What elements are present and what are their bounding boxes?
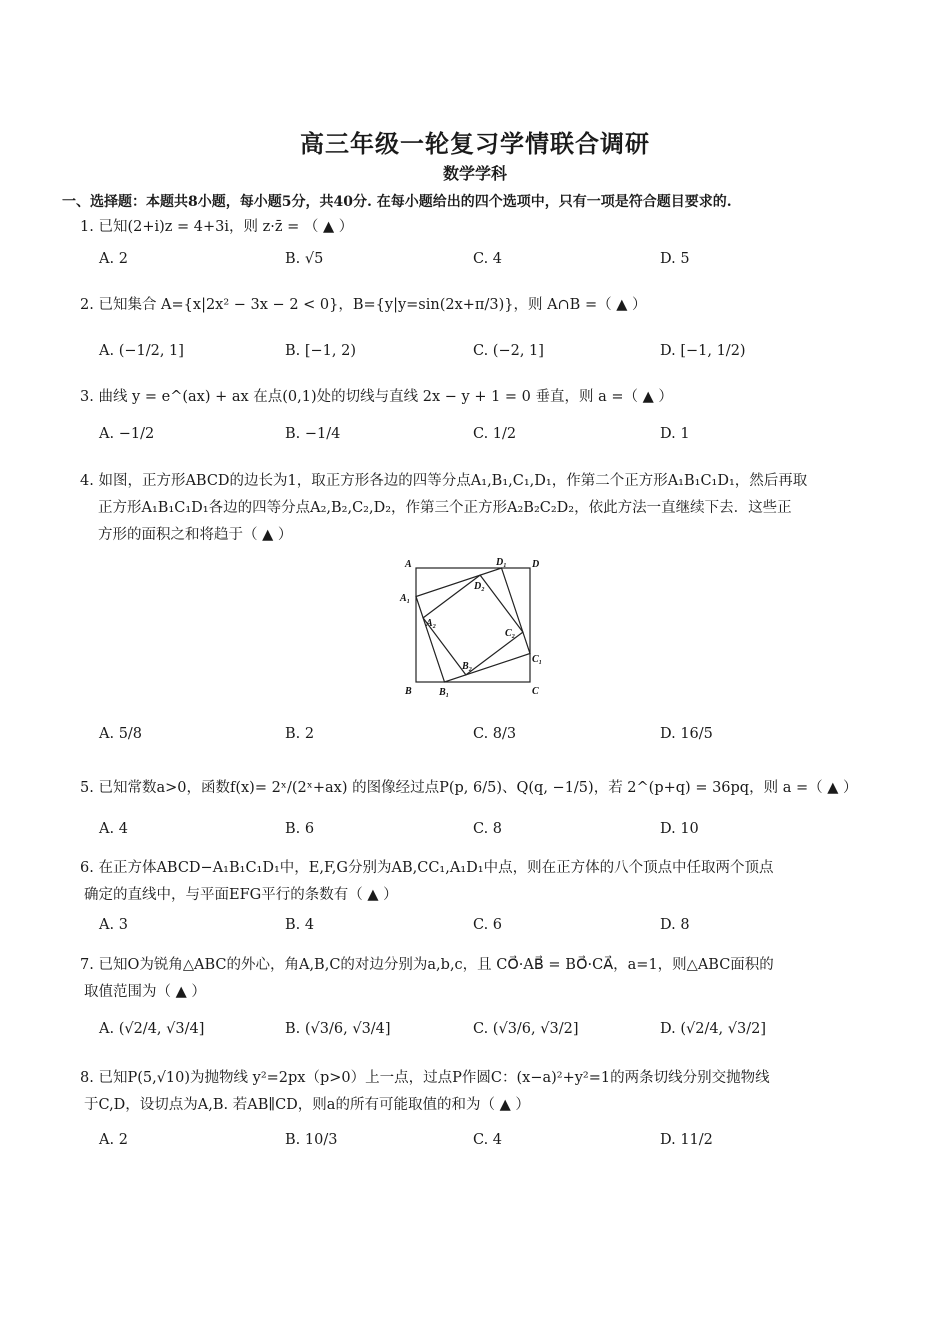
label-c2: C₂ [505, 628, 516, 639]
question-1 [80, 214, 890, 241]
option-d: D. 8 [660, 917, 690, 933]
question-4 [80, 468, 890, 549]
option-b: B. 10/3 [285, 1132, 338, 1148]
option-a: A. (−1/2, 1] [99, 343, 184, 359]
option-d: D. 10 [660, 821, 699, 837]
question-6 [80, 855, 890, 909]
option-b: B. (√3/6, √3/4] [285, 1021, 391, 1037]
options-3 [99, 416, 889, 452]
option-d: D. 1 [660, 426, 690, 442]
options-5 [99, 811, 889, 847]
label-c: C [532, 686, 539, 697]
question-stem-line: 方形的面积之和将趋于（ ▲ ） [98, 527, 293, 543]
option-c: C. 1/2 [473, 426, 517, 442]
option-d: D. 11/2 [660, 1132, 713, 1148]
question-stem-line: 4. 如图，正方形ABCD的边长为1，取正方形各边的四等分点A₁,B₁,C₁,D₁，作第二个正方形A₁B₁C₁D₁，然后再取 [80, 473, 808, 489]
question-stem-line: 2. 已知集合 A={x|2x² − 3x − 2 < 0}，B={y|y=sin(2x+π/3)}，则 A∩B =（ ▲ ） [80, 297, 647, 313]
page-subtitle: 数学学科 [442, 164, 507, 183]
option-c: C. 8/3 [473, 726, 517, 742]
question-8 [80, 1065, 890, 1119]
option-c: C. (−2, 1] [473, 343, 544, 359]
question-7 [80, 952, 890, 1006]
nested-squares-figure [398, 556, 548, 701]
option-c: C. 4 [473, 1132, 503, 1148]
label-d: D [532, 559, 540, 570]
question-stem-line: 于C,D，设切点为A,B. 若AB∥CD，则a的所有可能取值的和为（ ▲ ） [84, 1097, 530, 1113]
label-a: A [405, 559, 412, 570]
question-stem-line: 1. 已知(2+i)z = 4+3i，则 z·z̄ = （ ▲ ） [80, 219, 354, 235]
option-a: A. 4 [99, 821, 128, 837]
question-5 [80, 775, 890, 802]
options-4 [99, 716, 889, 752]
label-a1: A₁ [400, 593, 411, 604]
option-b: B. 4 [285, 917, 315, 933]
label-b1: B₁ [439, 687, 450, 698]
option-d: D. [−1, 1/2) [660, 343, 746, 359]
label-b2: B₂ [462, 661, 473, 672]
label-d2: D₂ [474, 581, 485, 592]
option-b: B. 6 [285, 821, 315, 837]
option-c: C. 6 [473, 917, 503, 933]
options-1 [99, 241, 889, 277]
question-stem-line: 7. 已知O为锐角△ABC的外心，角A,B,C的对边分别为a,b,c，且 CO⃗·AB⃗ = BO⃗·CA⃗，a=1，则△ABC面积的 [80, 957, 774, 973]
question-stem-line: 6. 在正方体ABCD−A₁B₁C₁D₁中，E,F,G分别为AB,CC₁,A₁D₁中点，则在正方体的八个顶点中任取两个顶点 [80, 860, 774, 876]
option-d: D. 16/5 [660, 726, 713, 742]
question-3 [80, 384, 890, 411]
option-a: A. 2 [99, 251, 128, 267]
option-a: A. 3 [99, 917, 128, 933]
label-c1: C₁ [532, 654, 543, 665]
label-d1: D₁ [496, 557, 507, 568]
options-6 [99, 907, 889, 943]
option-c: C. 4 [473, 251, 503, 267]
option-c: C. (√3/6, √3/2] [473, 1021, 579, 1037]
option-b: B. √5 [285, 251, 324, 267]
question-stem-line: 8. 已知P(5,√10)为抛物线 y²=2px（p>0）上一点，过点P作圆C：(x−a)²+y²=1的两条切线分别交抛物线 [80, 1070, 770, 1086]
options-8 [99, 1122, 889, 1158]
option-c: C. 8 [473, 821, 503, 837]
label-a2: A₂ [426, 618, 437, 629]
option-b: B. −1/4 [285, 426, 341, 442]
question-stem-line: 确定的直线中，与平面EFG平行的条数有（ ▲ ） [84, 887, 398, 903]
options-2 [99, 333, 889, 369]
question-2 [80, 292, 890, 319]
page-title: 高三年级一轮复习学情联合调研 [300, 129, 650, 158]
option-b: B. 2 [285, 726, 315, 742]
option-a: A. (√2/4, √3/4] [99, 1021, 205, 1037]
square-a2b2c2d2 [423, 575, 523, 675]
option-d: D. 5 [660, 251, 690, 267]
option-a: A. 2 [99, 1132, 128, 1148]
option-a: A. 5/8 [99, 726, 143, 742]
options-7 [99, 1011, 889, 1047]
option-d: D. (√2/4, √3/2] [660, 1021, 767, 1037]
question-stem-line: 正方形A₁B₁C₁D₁各边的四等分点A₂,B₂,C₂,D₂，作第三个正方形A₂B₂C₂D₂，依此方法一直继续下去．这些正 [98, 500, 792, 516]
option-a: A. −1/2 [99, 426, 155, 442]
label-b: B [405, 686, 412, 697]
option-b: B. [−1, 2) [285, 343, 357, 359]
question-stem-line: 取值范围为（ ▲ ） [84, 984, 206, 1000]
question-stem-line: 5. 已知常数a>0，函数f(x)= 2ˣ/(2ˣ+ax) 的图像经过点P(p, 6/5)、Q(q, −1/5)，若 2^(p+q) = 36pq，则 a =（ ▲ ） [80, 780, 858, 796]
section-header: 一、选择题：本题共8小题，每小题5分，共40分. 在每小题给出的四个选项中，只有一项是符合题目要求的. [62, 194, 732, 210]
question-stem-line: 3. 曲线 y = e^(ax) + ax 在点(0,1)处的切线与直线 2x − y + 1 = 0 垂直，则 a =（ ▲ ） [80, 389, 673, 405]
